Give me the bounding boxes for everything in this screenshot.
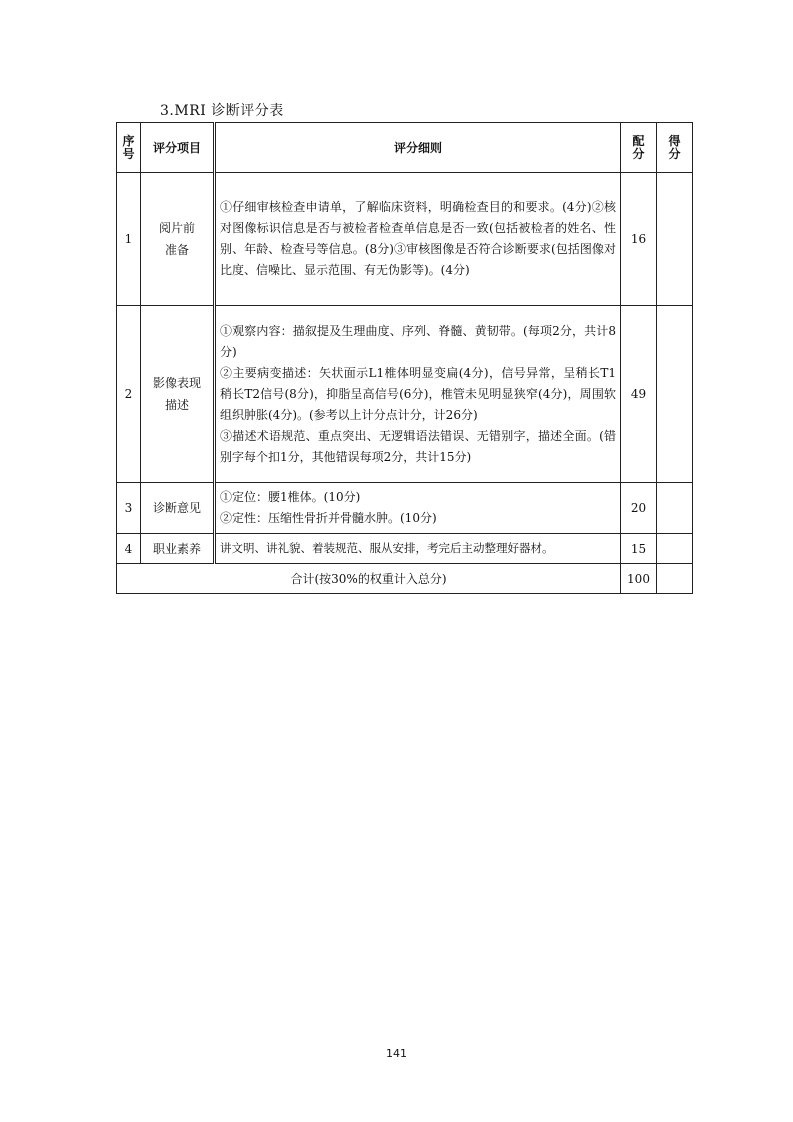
total-score xyxy=(657,564,693,594)
row-item-line1: 诊断意见 xyxy=(152,501,201,515)
row-index: 4 xyxy=(117,534,141,564)
header-item: 评分项目 xyxy=(141,123,215,173)
row-index: 1 xyxy=(117,173,141,306)
header-score xyxy=(657,123,693,173)
row-item xyxy=(141,483,215,534)
row-item xyxy=(141,173,215,306)
row-item-line1: 阅片前 xyxy=(158,221,195,235)
detail-paragraph: 讲文明、讲礼貌、着装规范、服从安排，考完后主动整理好器材。 xyxy=(220,541,554,555)
row-score xyxy=(657,534,693,564)
row-score xyxy=(657,306,693,483)
header-detail: 评分细则 xyxy=(215,123,621,173)
detail-paragraph: ①定位：腰1椎体。(10分) xyxy=(220,490,361,504)
row-item xyxy=(141,306,215,483)
detail-paragraph: ①仔细审核检查申请单，了解临床资料，明确检查目的和要求。(4分)②核对图像标识信息是否与被检者检查单信息是否一致(包括被检者的姓名、性别、年龄、检查号等信息。(8分)③审核图像是否符合诊断要求(包括图像对比度、信噪比、显示范围、有无伪影等)。(4分) xyxy=(220,200,616,277)
scoring-table xyxy=(116,122,693,594)
header-index xyxy=(117,123,141,173)
row-score xyxy=(657,173,693,306)
row-item-line1: 影像表现 xyxy=(152,376,201,390)
row-item xyxy=(141,534,215,564)
total-label: 合计(按30%的权重计入总分) xyxy=(117,564,621,594)
row-points: 16 xyxy=(621,173,657,306)
table-row xyxy=(117,483,693,534)
row-points: 15 xyxy=(621,534,657,564)
row-index: 3 xyxy=(117,483,141,534)
row-index: 2 xyxy=(117,306,141,483)
header-points xyxy=(621,123,657,173)
table-row xyxy=(117,306,693,483)
row-item-line1: 职业素养 xyxy=(152,541,201,556)
row-points: 20 xyxy=(621,483,657,534)
page-number: 141 xyxy=(386,1047,407,1060)
header-score-text: 得分 xyxy=(668,133,681,161)
row-points: 49 xyxy=(621,306,657,483)
row-detail xyxy=(215,483,621,534)
row-detail xyxy=(215,534,621,564)
total-points: 100 xyxy=(621,564,657,594)
row-detail xyxy=(215,173,621,306)
row-detail xyxy=(215,306,621,483)
detail-paragraph: ②主要病变描述：矢状面示L1椎体明显变扁(4分)，信号异常，呈稍长T1稍长T2信号(8分)，抑脂呈高信号(6分)，椎管未见明显狭窄(4分)，周围软组织肿胀(4分)。(参考以上计分点计分，计26分) xyxy=(220,365,616,422)
header-row xyxy=(117,123,693,173)
header-points-text: 配分 xyxy=(632,133,645,161)
table-row xyxy=(117,173,693,306)
table-row xyxy=(117,534,693,564)
row-item-line2: 准备 xyxy=(164,243,189,257)
detail-paragraph: ①观察内容：描叙提及生理曲度、序列、脊髓、黄韧带。(每项2分，共计8分) xyxy=(220,323,616,359)
header-index-text: 序号 xyxy=(122,133,135,161)
row-score xyxy=(657,483,693,534)
detail-paragraph: ③描述术语规范、重点突出、无逻辑语法错误、无错别字，描述全面。(错别字每个扣1分，其他错误每项2分，共计15分) xyxy=(220,428,616,464)
total-row xyxy=(117,564,693,594)
section-title: 3.MRI 诊断评分表 xyxy=(160,103,284,119)
detail-paragraph: ②定性：压缩性骨折并骨髓水肿。(10分) xyxy=(220,511,437,525)
row-item-line2: 描述 xyxy=(164,398,189,412)
